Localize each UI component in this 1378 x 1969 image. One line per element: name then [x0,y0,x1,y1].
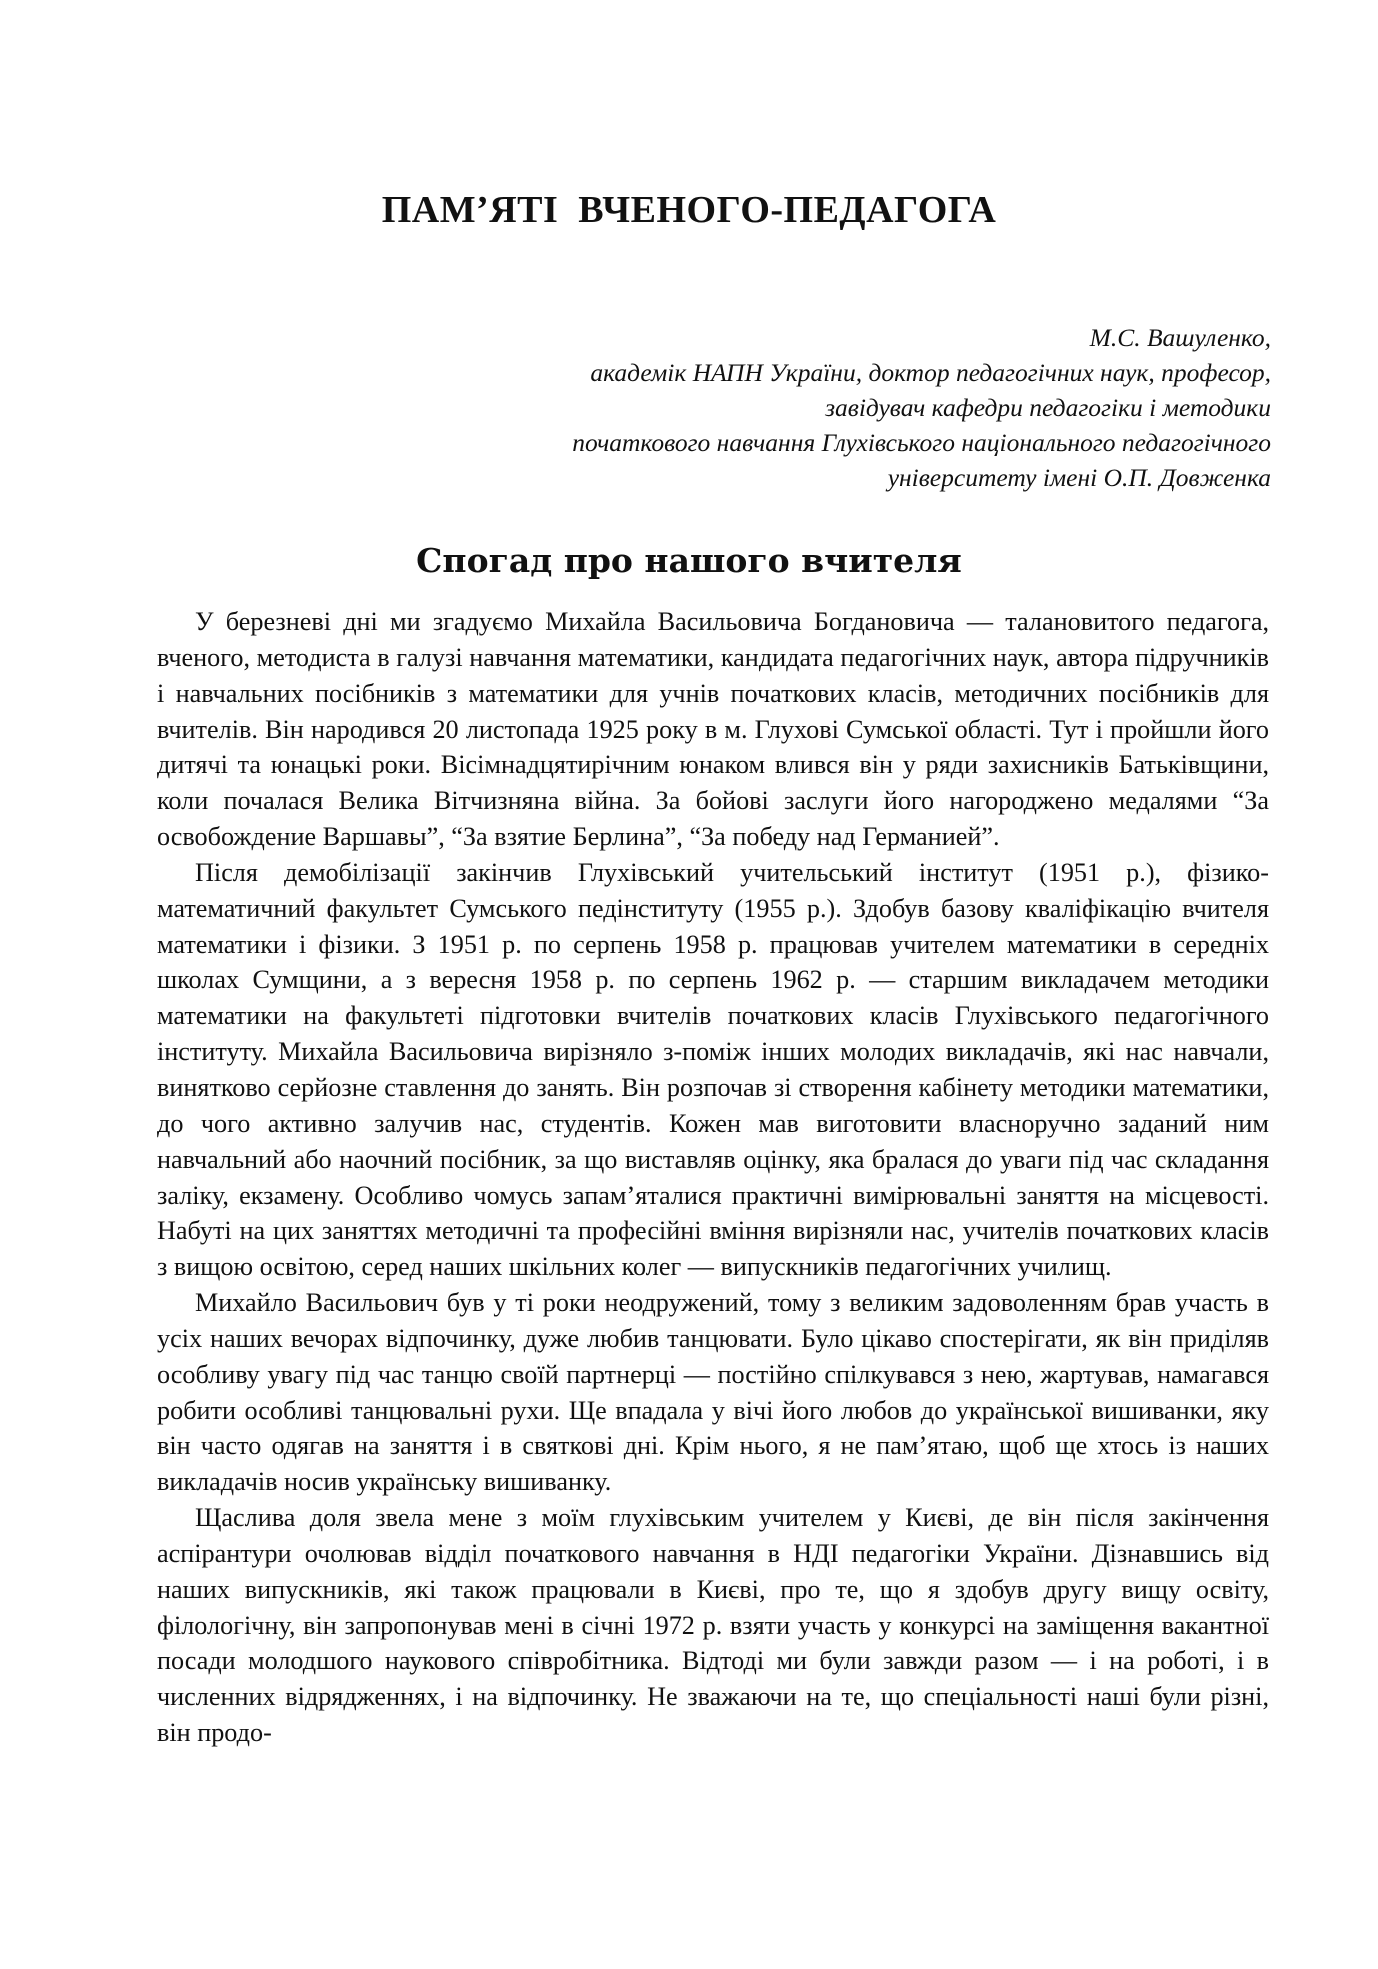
article-body [157,604,1269,1751]
author-name: М.С. Вашуленко, [1089,323,1271,352]
paragraph: Щаслива доля звела мене з моїм глухівським учителем у Києві, де він після закінчення аспірантури очолював відділ початкового навчання в НДІ педагогіки України. Дізнавшись від наших випускників, які також працювали в Києві, про те, що я здобув другу вищу освіту, філологічну, він запропонував мені в січні 1972 р. взяти участь у конкурсі на заміщення вакантної посади молодшого наукового співробітника. Відтоді ми були завжди разом — і на роботі, і в численних відрядженнях, і на відпочинку. Не зважаючи на те, що спеціальності наші були різні, він продо- [157,1503,1269,1748]
article-title: Спогад про нашого вчителя [416,541,962,580]
author-title-line: завідувач кафедри педагогіки і методики [825,393,1271,422]
paragraph: Михайло Васильович був у ті роки неодружений, тому з великим задоволенням брав участь в усіх наших вечорах відпочинку, дуже любив танцювати. Було цікаво спостерігати, як він приділяв особливу увагу під час танцю своїй партнерці — постійно спілкувався з нею, жартував, намагався робити особливі танцювальні рухи. Ще впадала у вічі його любов до української вишиванки, яку він часто одягав на заняття і в святкові дні. Крім нього, я не пам’ятаю, щоб ще хтось із наших викладачів носив українську вишиванку. [157,1288,1269,1497]
author-title-line: початкового навчання Глухівського національного педагогічного [572,428,1271,457]
author-info [371,320,1271,495]
paragraph: У березневі дні ми згадуємо Михайла Васильовича Богдановича — талановитого педагога, вченого, методиста в галузі навчання математики, кандидата педагогічних наук, автора підручників і навчальних посібників з математики для учнів початкових класів, методичних посібників для вчителів. Він народився 20 листопада 1925 року в м. Глухові Сумської області. Тут і пройшли його дитячі та юнацькі роки. Вісімнадцятирічним юнаком влився він у ряди захисників Батьківщини, коли почалася Велика Вітчизняна війна. За бойові заслуги його нагороджено медалями “За освобождение Варшавы”, “За взятие Берлина”, “За победу над Германией”. [157,607,1269,852]
author-title-line: університету імені О.П. Довженка [887,463,1271,492]
author-title-line: академік НАПН України, доктор педагогічних наук, професор, [590,358,1271,387]
section-title: ПАМ’ЯТІ ВЧЕНОГО-ПЕДАГОГА [381,189,997,231]
paragraph: Після демобілізації закінчив Глухівський учительський інститут (1951 р.), фізико-математичний факультет Сумського педінституту (1955 р.). Здобув базову кваліфікацію вчителя математики і фізики. З 1951 р. по серпень 1958 р. працював учителем математики в середніх школах Сумщини, а з вересня 1958 р. по серпень 1962 р. — старшим викладачем методики математики на факультеті підготовки вчителів початкових класів Глухівського педагогічного інституту. Михайла Васильовича вирізняло з-поміж інших молодих викладачів, які нас навчали, винятково серйозне ставлення до занять. Він розпочав зі створення кабінету методики математики, до чого активно залучив нас, студентів. Кожен мав виготовити власноручно заданий ним навчальний або наочний посібник, за що виставляв оцінку, яка бралася до уваги під час складання заліку, екзамену. Особливо чомусь запам’яталися практичні вимірювальні заняття на місцевості. Набуті на цих заняттях методичні та професійні вміння вирізняли нас, учителів початкових класів з вищою освітою, серед наших шкільних колег — випускників педагогічних училищ. [157,857,1269,1282]
